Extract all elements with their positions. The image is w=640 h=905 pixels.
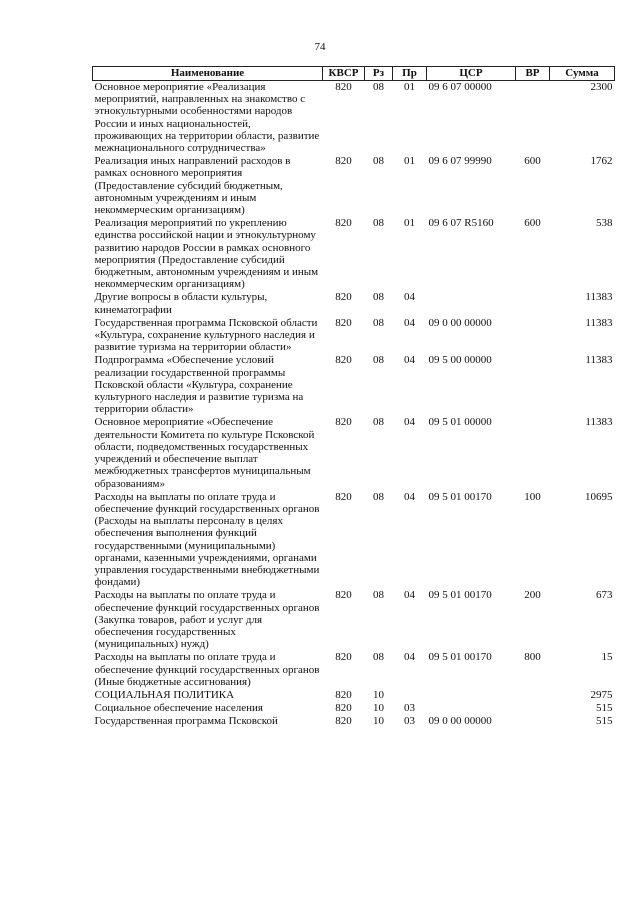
row-kvsr: 820 bbox=[335, 316, 352, 329]
row-kvsr: 820 bbox=[335, 702, 352, 715]
row-vr bbox=[516, 689, 550, 702]
row-csr: 09 6 07 R5160 bbox=[428, 217, 494, 230]
row-kvsr: 820 bbox=[335, 651, 352, 664]
row-name: СОЦИАЛЬНАЯ ПОЛИТИКА bbox=[94, 688, 235, 701]
row-rz: 08 bbox=[373, 316, 384, 329]
row-csr bbox=[427, 689, 516, 702]
row-name: Подпрограмма «Обеспечение условий реализации государственной программы Псковской области «Культура, сохранение культурного наследия и развитие туризма на территории области» bbox=[94, 354, 304, 416]
row-pr: 04 bbox=[404, 416, 415, 429]
row-name: Расходы на выплаты по оплате труда и обеспечение функций государственных органов (Иные бюджетные ассигнования) bbox=[94, 651, 320, 688]
row-csr bbox=[427, 702, 516, 715]
row-pr: 04 bbox=[404, 651, 415, 664]
row-sum: 11383 bbox=[585, 416, 613, 429]
row-pr: 03 bbox=[404, 702, 415, 715]
row-vr: 100 bbox=[524, 490, 541, 503]
budget-table bbox=[92, 66, 615, 729]
row-vr: 600 bbox=[524, 217, 541, 230]
row-csr: 09 5 01 00000 bbox=[428, 416, 492, 429]
row-rz: 08 bbox=[373, 155, 384, 168]
table-row bbox=[93, 689, 615, 702]
row-vr: 200 bbox=[524, 589, 541, 602]
row-pr: 04 bbox=[404, 291, 415, 304]
table-row bbox=[93, 155, 615, 217]
page-number: 74 bbox=[314, 41, 326, 53]
row-rz: 08 bbox=[373, 416, 384, 429]
row-vr: 600 bbox=[524, 155, 541, 168]
row-csr: 09 0 00 00000 bbox=[428, 715, 492, 728]
row-vr bbox=[516, 416, 550, 490]
row-sum: 673 bbox=[596, 589, 613, 602]
row-name: Государственная программа Псковской области «Культура, сохранение культурного наследия и развитие туризма на территории области» bbox=[94, 316, 318, 354]
row-kvsr: 820 bbox=[335, 589, 352, 602]
row-csr bbox=[427, 291, 516, 316]
row-pr: 01 bbox=[404, 81, 415, 93]
row-pr: 04 bbox=[404, 354, 415, 367]
row-sum: 11383 bbox=[585, 354, 613, 367]
row-vr bbox=[516, 317, 550, 355]
row-vr bbox=[516, 81, 550, 156]
row-sum: 515 bbox=[596, 715, 613, 728]
row-kvsr: 820 bbox=[335, 416, 352, 429]
column-header-csr: ЦСР bbox=[427, 67, 516, 81]
table-row bbox=[93, 416, 615, 490]
row-name: Социальное обеспечение населения bbox=[94, 702, 263, 715]
row-name: Реализация иных направлений расходов в рамках основного мероприятия (Предоставление субсидий бюджетным, автономным учреждениям и иным некоммерческим организациям) bbox=[94, 155, 291, 217]
table-header-row bbox=[93, 67, 615, 81]
row-pr: 03 bbox=[404, 715, 415, 728]
row-rz: 08 bbox=[373, 217, 384, 230]
column-header-name: Наименование bbox=[93, 67, 323, 81]
row-csr: 09 6 07 00000 bbox=[428, 81, 492, 93]
row-csr: 09 5 01 00170 bbox=[428, 490, 492, 503]
row-pr: 01 bbox=[404, 155, 415, 168]
row-pr: 01 bbox=[404, 217, 415, 230]
column-header-sum: Сумма bbox=[550, 67, 615, 81]
row-sum: 2300 bbox=[590, 81, 613, 93]
table-row bbox=[93, 491, 615, 590]
column-header-pr: Пр bbox=[393, 67, 427, 81]
row-name: Расходы на выплаты по оплате труда и обеспечение функций государственных органов (Закупка товаров, работ и услуг для обеспечения государственных (муниципальных) нужд) bbox=[94, 589, 320, 651]
table-row bbox=[93, 317, 615, 355]
row-name: Основное мероприятие «Обеспечение деятельности Комитета по культуре Псковской области, подведомственных государственных учреждений и обеспечение выплат межбюджетных трансфертов муниципальным образованиям» bbox=[94, 416, 315, 490]
row-rz: 10 bbox=[373, 715, 384, 728]
row-pr bbox=[393, 689, 427, 702]
row-name: Реализация мероприятий по укреплению единства российской нации и этнокультурному развитию народов России в рамках основного мероприятия (Предоставление субсидий бюджетным, автономным учреждениям и иным некоммерческим организациям) bbox=[94, 217, 319, 291]
row-pr: 04 bbox=[404, 589, 415, 602]
row-kvsr: 820 bbox=[335, 490, 352, 503]
row-pr: 04 bbox=[404, 490, 415, 503]
row-pr: 04 bbox=[404, 316, 415, 329]
table-row bbox=[93, 715, 615, 728]
row-sum: 515 bbox=[596, 702, 613, 715]
row-kvsr: 820 bbox=[335, 81, 352, 93]
row-kvsr: 820 bbox=[335, 291, 352, 304]
row-kvsr: 820 bbox=[335, 688, 352, 701]
table-row bbox=[93, 81, 615, 156]
row-kvsr: 820 bbox=[335, 354, 352, 367]
table-row bbox=[93, 589, 615, 651]
table-row bbox=[93, 651, 615, 689]
row-sum: 538 bbox=[596, 217, 613, 230]
column-header-vr: ВР bbox=[516, 67, 550, 81]
row-rz: 08 bbox=[373, 291, 384, 304]
row-name: Основное мероприятие «Реализация мероприятий, направленных на знакомство с этнокультурными особенностями народов России и иных национальностей, проживающих на территории области, развитие межнационального сотрудничества» bbox=[94, 81, 320, 155]
row-rz: 08 bbox=[373, 651, 384, 664]
row-kvsr: 820 bbox=[335, 715, 352, 728]
row-sum: 15 bbox=[601, 651, 613, 664]
row-name: Расходы на выплаты по оплате труда и обеспечение функций государственных органов (Расходы на выплаты персоналу в целях обеспечения выполнения функций государственными (муниципальными) органами, казенными учреждениями, органами управления государственными внебюджетными фондами) bbox=[94, 490, 320, 589]
row-rz: 08 bbox=[373, 490, 384, 503]
row-vr bbox=[516, 702, 550, 715]
row-vr: 800 bbox=[524, 651, 541, 664]
row-csr: 09 5 01 00170 bbox=[428, 589, 492, 602]
row-sum: 11383 bbox=[585, 291, 613, 304]
table-row bbox=[93, 217, 615, 291]
row-rz: 08 bbox=[373, 354, 384, 367]
row-rz: 10 bbox=[373, 702, 384, 715]
row-sum: 1762 bbox=[590, 155, 613, 168]
row-name: Другие вопросы в области культуры, кинематографии bbox=[94, 291, 268, 316]
row-rz: 10 bbox=[373, 688, 384, 701]
row-sum: 10695 bbox=[585, 490, 613, 503]
table-row bbox=[93, 291, 615, 316]
row-sum: 2975 bbox=[590, 688, 613, 701]
row-vr bbox=[516, 291, 550, 316]
row-csr: 09 5 00 00000 bbox=[428, 354, 492, 367]
row-csr: 09 5 01 00170 bbox=[428, 651, 492, 664]
table-row bbox=[93, 354, 615, 416]
row-rz: 08 bbox=[373, 589, 384, 602]
row-rz: 08 bbox=[373, 81, 384, 93]
row-name: Государственная программа Псковской bbox=[94, 715, 278, 728]
row-sum: 11383 bbox=[585, 316, 613, 329]
column-header-kvsr: КВСР bbox=[323, 67, 365, 81]
row-kvsr: 820 bbox=[335, 155, 352, 168]
table-row bbox=[93, 702, 615, 715]
row-vr bbox=[516, 354, 550, 416]
row-kvsr: 820 bbox=[335, 217, 352, 230]
row-vr bbox=[516, 715, 550, 728]
row-csr: 09 6 07 99990 bbox=[428, 155, 492, 168]
column-header-rz: Рз bbox=[365, 67, 393, 81]
row-csr: 09 0 00 00000 bbox=[428, 316, 492, 329]
